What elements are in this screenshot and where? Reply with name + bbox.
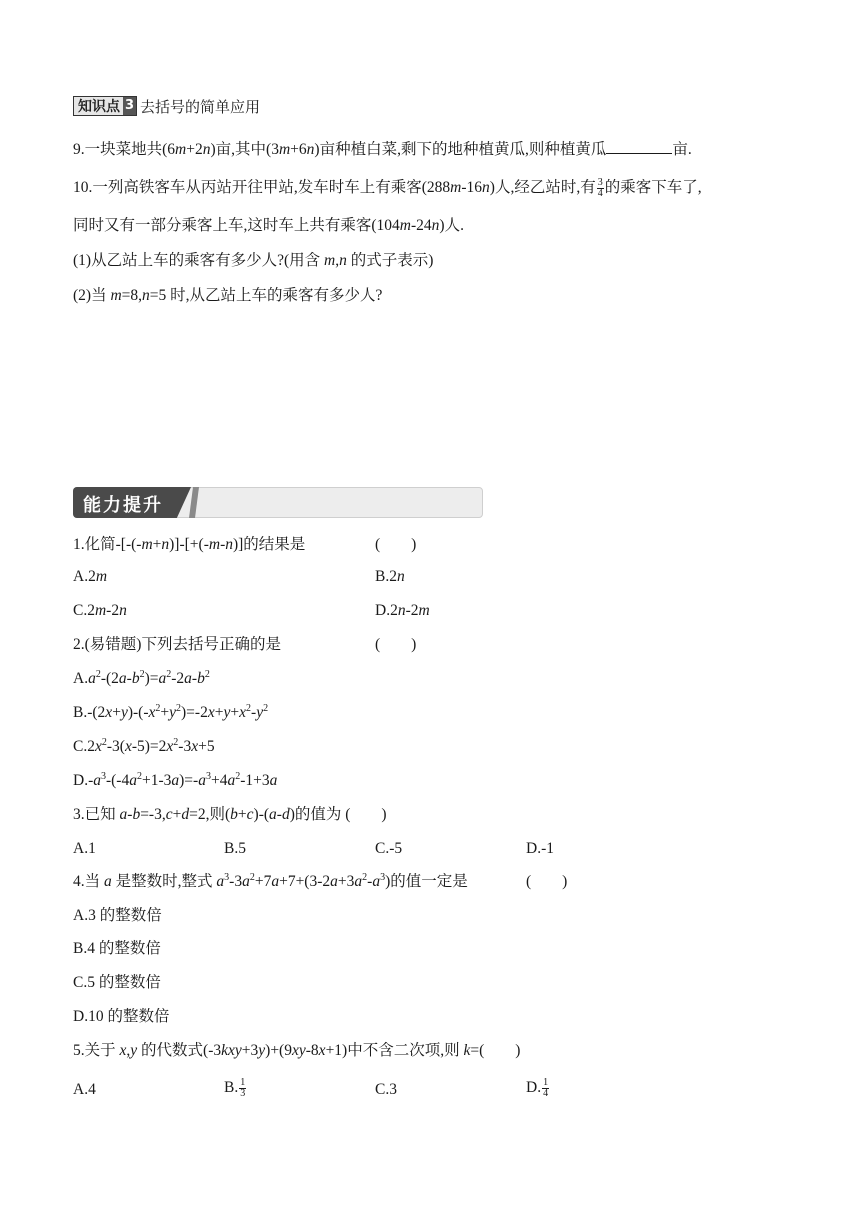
option-a[interactable]: A.4 [73, 1081, 96, 1098]
option-a[interactable]: A.3 的整数倍 [73, 907, 162, 924]
option-b[interactable]: $B.-(2x+y)-(-x^2+y^2)=-2x+y+x^2-y^2$ [73, 703, 269, 721]
option-c[interactable]: C.-5 [375, 840, 403, 857]
option-d[interactable]: D.-1 [526, 840, 554, 857]
question-10-line-2: 同时又有一部分乘客上车,这时车上共有乘客(104m-24n)人. [73, 217, 464, 234]
option-a[interactable]: A.1 [73, 840, 96, 857]
option-b[interactable]: B.5 [224, 840, 246, 857]
answer-paren[interactable]: ( ) [526, 873, 568, 890]
option-b[interactable]: B. $\frac{1}{3}$ [224, 1077, 246, 1099]
section-title: 能力提升 [83, 495, 163, 516]
question-1: 1.化简-[-(-m+n)]-[+(-m-n)]的结果是 [73, 536, 306, 553]
fraction-one-quarter: $\frac{1}{4}$ [543, 1077, 549, 1099]
knowledge-point-number: 3 [124, 98, 135, 113]
knowledge-point-title: 去括号的简单应用 [140, 97, 261, 116]
knowledge-point-tag-label: 知识点 [78, 99, 120, 115]
question-10-line-1: 10.一列高铁客车从丙站开往甲站,发车时车上有乘客(288m-16n)人,经乙站时,有 $\frac{3}{4}$ 的乘客下车了, [73, 177, 702, 199]
knowledge-point-tag [73, 96, 137, 116]
question-4: 4.当 a 是整数时,整式 $a^3-3a^2+7a+7+(3-2a+3a^2-a^3)$的值一定是 [73, 872, 468, 890]
option-a[interactable]: A.2m [73, 568, 108, 585]
answer-paren[interactable]: ( ) [375, 636, 417, 653]
option-d[interactable]: $D.-a^3-(-4a^2+1-3a)=-a^3+4a^2-1+3a$ [73, 771, 278, 789]
section-banner [73, 487, 483, 518]
option-d[interactable]: D. $\frac{1}{4}$ [526, 1077, 549, 1099]
option-a[interactable]: $A.a^2-(2a-b^2)=a^2-2a-b^2$ [73, 669, 210, 687]
option-c[interactable]: C.5 的整数倍 [73, 974, 161, 991]
option-b[interactable]: B.4 的整数倍 [73, 940, 161, 957]
question-10-sub-2: (2)当 m=8,n=5 时,从乙站上车的乘客有多少人? [73, 287, 383, 304]
question-10-sub-1: (1)从乙站上车的乘客有多少人?(用含 m,n 的式子表示) [73, 252, 434, 269]
fraction-one-third: $\frac{1}{3}$ [240, 1077, 246, 1099]
question-9: 9.一块菜地共(6m+2n)亩,其中(3m+6n)亩种植白菜,剩下的地种植黄瓜,则种植黄瓜 亩. [73, 141, 692, 158]
question-5: 5.关于 x,y 的代数式(-3kxy+3y)+(9xy-8x+1)中不含二次项,则 k=( ) [73, 1042, 521, 1059]
answer-blank[interactable] [606, 139, 672, 154]
option-b[interactable]: B.2n [375, 568, 405, 585]
question-3: 3.已知 a-b=-3,c+d=2,则(b+c)-(a-d)的值为 ( ) [73, 806, 387, 823]
option-c[interactable]: C.2m-2n [73, 602, 127, 619]
answer-paren[interactable]: ( ) [375, 536, 417, 553]
option-c[interactable]: C.3 [375, 1081, 397, 1098]
fraction-three-quarters: $\frac{3}{4}$ [597, 177, 603, 199]
knowledge-point-header [73, 95, 260, 117]
option-c[interactable]: $C.2x^2-3(x-5)=2x^2-3x+5$ [73, 737, 215, 755]
option-d[interactable]: D.2n-2m [375, 602, 430, 619]
option-d[interactable]: D.10 的整数倍 [73, 1008, 170, 1025]
question-2: 2.(易错题)下列去括号正确的是 [73, 636, 281, 653]
